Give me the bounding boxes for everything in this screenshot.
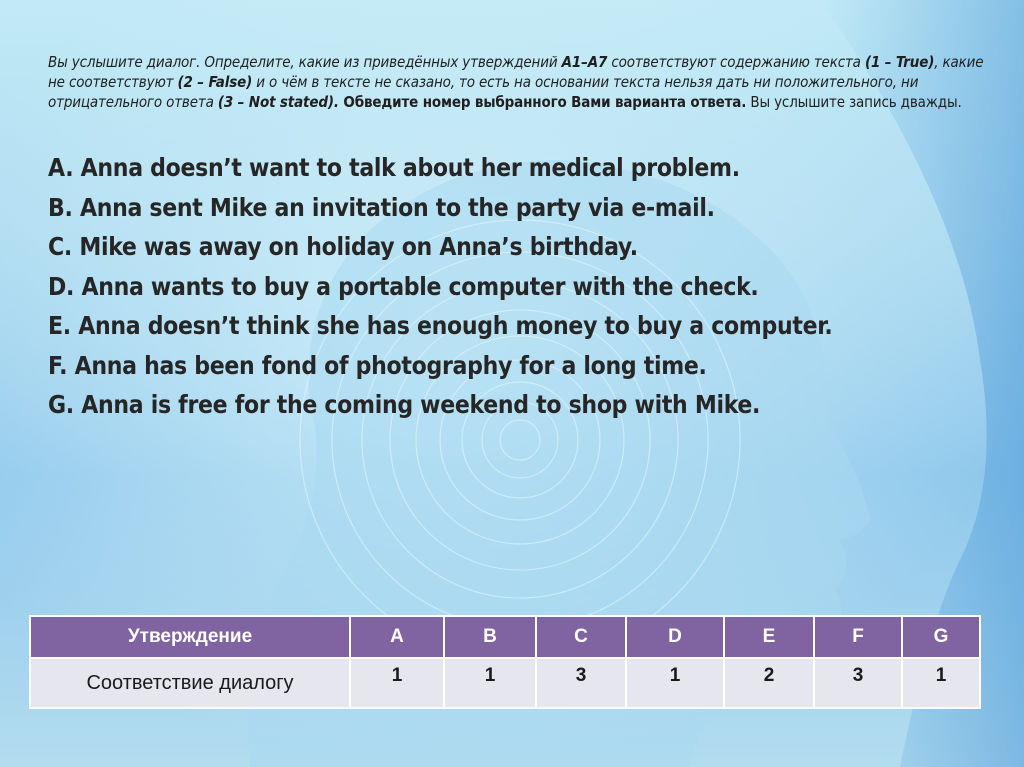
answer-b: 1 [444,658,536,708]
answer-e: 2 [724,658,814,708]
answer-g: 1 [902,658,980,708]
answer-table [29,615,981,709]
table-row [30,658,980,708]
instr-true: (1 – True) [864,53,935,71]
answer-a: 1 [350,658,444,708]
instr-text-1: Вы услышите диалог. Определите, какие из приведённых утверждений [48,53,562,71]
header-col-g: G [902,616,980,658]
header-col-b: B [444,616,536,658]
header-col-c: C [536,616,626,658]
statement-c: C. Mike was away on holiday on Anna’s birthday. [48,232,638,261]
instr-text-2: соответствуют содержанию текста [607,53,865,71]
instr-text-3: , какие не соответствуют [48,53,984,91]
statement-f: F. Anna has been fond of photography for a long time. [48,350,707,380]
statement-a: A. Anna doesn’t want to talk about her medical problem. [48,153,740,182]
answer-f: 3 [814,658,902,708]
instr-false: (2 – False) [177,73,253,91]
statement-d: D. Anna wants to buy a portable computer with the check. [48,271,759,301]
answer-c: 3 [536,658,626,708]
header-col-a: A [350,616,444,658]
table-header-row [30,616,980,658]
instr-listen-twice: Вы услышите запись дважды. [746,93,962,111]
header-col-e: E [724,616,814,658]
instr-text-4: и о чём в тексте не сказано, то есть на основании текста нельзя дать ни положительного, ни отрицательного ответа [48,73,919,111]
answer-d: 1 [626,658,724,708]
row-dialogue-match-label: Соответствие диалогу [30,658,350,708]
header-col-f: F [814,616,902,658]
instr-circle-answer: Обведите номер выбранного Вами варианта ответа. [338,93,747,111]
instr-range: А1–А7 [561,53,608,71]
instr-not-stated: (3 – Not stated). [217,93,339,111]
header-statement-label: Утверждение [30,616,350,658]
header-col-d: D [626,616,724,658]
task-instructions [48,52,993,112]
statement-b: B. Anna sent Mike an invitation to the party via e-mail. [48,192,715,222]
statement-e: E. Anna doesn’t think she has enough money to buy a computer. [48,311,833,340]
statements-list [48,148,1008,425]
statement-g: G. Anna is free for the coming weekend to shop with Mike. [48,390,761,419]
